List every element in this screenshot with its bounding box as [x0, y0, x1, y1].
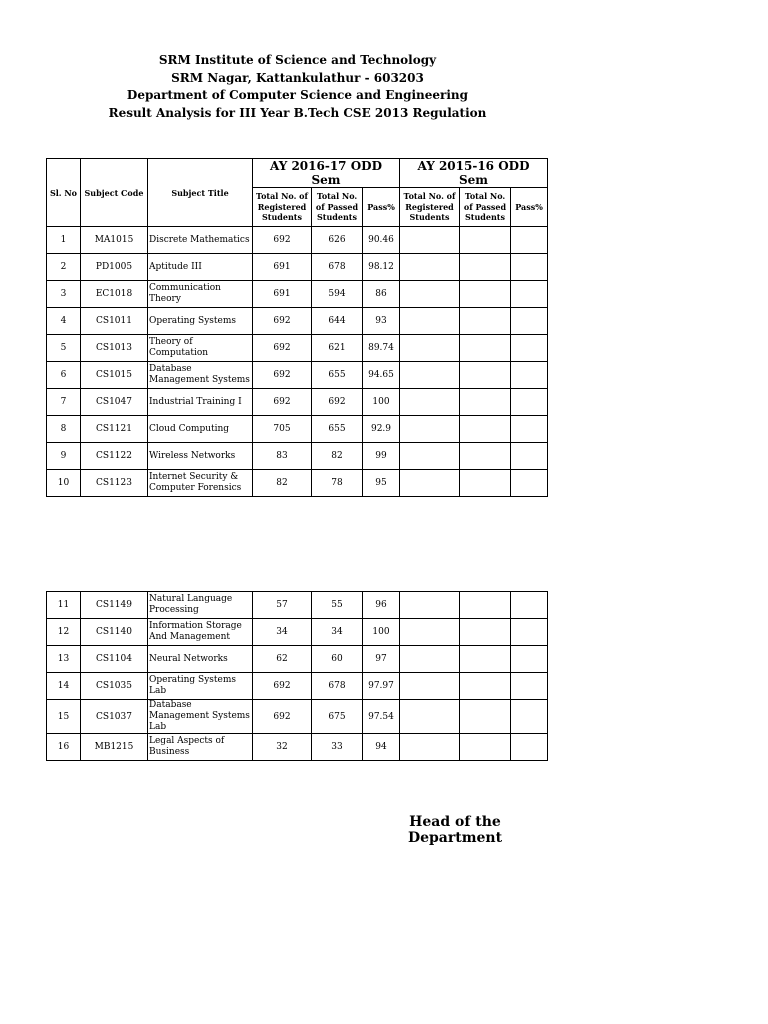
- cell-prev-registered: [400, 619, 460, 646]
- cell-prev-pass-pct: [511, 592, 548, 619]
- cell-subject-code: CS1104: [81, 646, 148, 673]
- cell-registered: 691: [253, 281, 312, 308]
- cell-pass-pct: 97.54: [363, 700, 400, 734]
- cell-passed: 60: [312, 646, 363, 673]
- cell-prev-registered: [400, 470, 460, 497]
- header-prev-pass-pct: Pass%: [511, 188, 548, 227]
- cell-prev-passed: [460, 673, 511, 700]
- result-table-part1: [46, 158, 548, 497]
- cell-subject-title: Information Storage And Management: [148, 619, 253, 646]
- cell-sl-no: 7: [47, 389, 81, 416]
- cell-prev-pass-pct: [511, 619, 548, 646]
- table-row: [47, 362, 548, 389]
- cell-prev-pass-pct: [511, 734, 548, 761]
- cell-pass-pct: 90.46: [363, 227, 400, 254]
- cell-prev-pass-pct: [511, 700, 548, 734]
- cell-passed: 34: [312, 619, 363, 646]
- cell-subject-code: CS1149: [81, 592, 148, 619]
- cell-prev-passed: [460, 227, 511, 254]
- table-row: [47, 673, 548, 700]
- cell-subject-title: Industrial Training I: [148, 389, 253, 416]
- cell-pass-pct: 98.12: [363, 254, 400, 281]
- cell-prev-passed: [460, 416, 511, 443]
- cell-sl-no: 12: [47, 619, 81, 646]
- cell-subject-title: Operating Systems: [148, 308, 253, 335]
- cell-prev-passed: [460, 734, 511, 761]
- cell-pass-pct: 89.74: [363, 335, 400, 362]
- document-header: [0, 52, 595, 122]
- cell-prev-pass-pct: [511, 389, 548, 416]
- table-row: [47, 389, 548, 416]
- cell-prev-pass-pct: [511, 646, 548, 673]
- cell-prev-passed: [460, 308, 511, 335]
- cell-prev-passed: [460, 619, 511, 646]
- cell-pass-pct: 86: [363, 281, 400, 308]
- cell-subject-code: CS1123: [81, 470, 148, 497]
- cell-prev-pass-pct: [511, 443, 548, 470]
- cell-prev-pass-pct: [511, 254, 548, 281]
- header-subject-title: Subject Title: [148, 159, 253, 227]
- cell-sl-no: 5: [47, 335, 81, 362]
- cell-subject-title: Neural Networks: [148, 646, 253, 673]
- cell-prev-passed: [460, 389, 511, 416]
- cell-passed: 82: [312, 443, 363, 470]
- cell-passed: 621: [312, 335, 363, 362]
- cell-prev-passed: [460, 592, 511, 619]
- cell-passed: 678: [312, 673, 363, 700]
- header-registered: Total No. of Registered Students: [253, 188, 312, 227]
- table-row: [47, 281, 548, 308]
- table-row: [47, 592, 548, 619]
- cell-subject-title: Natural Language Processing: [148, 592, 253, 619]
- cell-prev-registered: [400, 673, 460, 700]
- cell-prev-registered: [400, 308, 460, 335]
- cell-pass-pct: 97.97: [363, 673, 400, 700]
- cell-passed: 55: [312, 592, 363, 619]
- cell-prev-registered: [400, 700, 460, 734]
- table-row: [47, 254, 548, 281]
- cell-pass-pct: 97: [363, 646, 400, 673]
- cell-registered: 692: [253, 389, 312, 416]
- cell-subject-title: Communication Theory: [148, 281, 253, 308]
- cell-registered: 34: [253, 619, 312, 646]
- cell-registered: 82: [253, 470, 312, 497]
- cell-registered: 692: [253, 335, 312, 362]
- cell-prev-registered: [400, 281, 460, 308]
- cell-pass-pct: 96: [363, 592, 400, 619]
- cell-sl-no: 3: [47, 281, 81, 308]
- cell-subject-code: CS1121: [81, 416, 148, 443]
- table-row: [47, 734, 548, 761]
- table-row: [47, 470, 548, 497]
- cell-subject-title: Discrete Mathematics: [148, 227, 253, 254]
- header-pass-pct: Pass%: [363, 188, 400, 227]
- cell-sl-no: 4: [47, 308, 81, 335]
- cell-subject-code: CS1037: [81, 700, 148, 734]
- cell-pass-pct: 93: [363, 308, 400, 335]
- cell-registered: 692: [253, 308, 312, 335]
- cell-passed: 675: [312, 700, 363, 734]
- table-row: [47, 443, 548, 470]
- cell-subject-code: MB1215: [81, 734, 148, 761]
- cell-prev-passed: [460, 646, 511, 673]
- header-subject-code: Subject Code: [81, 159, 148, 227]
- cell-prev-registered: [400, 416, 460, 443]
- cell-registered: 62: [253, 646, 312, 673]
- header-passed: Total No. of Passed Students: [312, 188, 363, 227]
- header-prev-passed: Total No. of Passed Students: [460, 188, 511, 227]
- cell-registered: 692: [253, 673, 312, 700]
- table-row: [47, 308, 548, 335]
- cell-pass-pct: 94: [363, 734, 400, 761]
- cell-prev-registered: [400, 254, 460, 281]
- cell-passed: 594: [312, 281, 363, 308]
- cell-subject-title: Database Management Systems: [148, 362, 253, 389]
- cell-sl-no: 2: [47, 254, 81, 281]
- cell-subject-code: CS1122: [81, 443, 148, 470]
- cell-passed: 678: [312, 254, 363, 281]
- cell-subject-code: PD1005: [81, 254, 148, 281]
- cell-prev-registered: [400, 227, 460, 254]
- cell-prev-registered: [400, 592, 460, 619]
- cell-sl-no: 9: [47, 443, 81, 470]
- header-sl-no: Sl. No: [47, 159, 81, 227]
- institute-name: SRM Institute of Science and Technology: [158, 53, 437, 67]
- cell-passed: 692: [312, 389, 363, 416]
- cell-prev-passed: [460, 362, 511, 389]
- cell-subject-title: Wireless Networks: [148, 443, 253, 470]
- cell-sl-no: 10: [47, 470, 81, 497]
- institute-address: SRM Nagar, Kattankulathur - 603203: [171, 70, 424, 85]
- cell-prev-pass-pct: [511, 362, 548, 389]
- cell-prev-pass-pct: [511, 281, 548, 308]
- cell-subject-code: CS1140: [81, 619, 148, 646]
- cell-prev-passed: [460, 254, 511, 281]
- cell-registered: 692: [253, 700, 312, 734]
- cell-sl-no: 16: [47, 734, 81, 761]
- cell-subject-code: EC1018: [81, 281, 148, 308]
- cell-pass-pct: 95: [363, 470, 400, 497]
- cell-registered: 691: [253, 254, 312, 281]
- cell-subject-title: Theory of Computation: [148, 335, 253, 362]
- cell-passed: 644: [312, 308, 363, 335]
- cell-subject-code: CS1013: [81, 335, 148, 362]
- cell-pass-pct: 99: [363, 443, 400, 470]
- cell-prev-registered: [400, 335, 460, 362]
- cell-subject-title: Legal Aspects of Business: [148, 734, 253, 761]
- header-ay-2016-17: AY 2016-17 ODD Sem: [253, 159, 400, 188]
- header-prev-registered: Total No. of Registered Students: [400, 188, 460, 227]
- cell-registered: 32: [253, 734, 312, 761]
- cell-subject-code: CS1035: [81, 673, 148, 700]
- cell-passed: 655: [312, 416, 363, 443]
- cell-sl-no: 14: [47, 673, 81, 700]
- cell-sl-no: 1: [47, 227, 81, 254]
- cell-subject-title: Internet Security & Computer Forensics: [148, 470, 253, 497]
- cell-registered: 692: [253, 362, 312, 389]
- cell-passed: 33: [312, 734, 363, 761]
- cell-registered: 57: [253, 592, 312, 619]
- cell-prev-registered: [400, 389, 460, 416]
- cell-registered: 705: [253, 416, 312, 443]
- signature-line: Head of the Department: [407, 814, 503, 846]
- cell-subject-code: CS1047: [81, 389, 148, 416]
- cell-subject-title: Database Management Systems Lab: [148, 700, 253, 734]
- cell-passed: 655: [312, 362, 363, 389]
- cell-prev-passed: [460, 281, 511, 308]
- cell-sl-no: 11: [47, 592, 81, 619]
- cell-prev-passed: [460, 470, 511, 497]
- cell-subject-code: CS1015: [81, 362, 148, 389]
- table-row: [47, 335, 548, 362]
- cell-prev-passed: [460, 700, 511, 734]
- cell-prev-registered: [400, 646, 460, 673]
- cell-prev-registered: [400, 362, 460, 389]
- cell-prev-passed: [460, 443, 511, 470]
- cell-prev-pass-pct: [511, 470, 548, 497]
- cell-prev-pass-pct: [511, 335, 548, 362]
- cell-pass-pct: 94.65: [363, 362, 400, 389]
- cell-subject-title: Cloud Computing: [148, 416, 253, 443]
- table-row: [47, 416, 548, 443]
- cell-passed: 626: [312, 227, 363, 254]
- cell-prev-passed: [460, 335, 511, 362]
- cell-prev-pass-pct: [511, 416, 548, 443]
- cell-subject-code: MA1015: [81, 227, 148, 254]
- table-row: [47, 619, 548, 646]
- cell-prev-registered: [400, 443, 460, 470]
- cell-registered: 83: [253, 443, 312, 470]
- cell-subject-code: CS1011: [81, 308, 148, 335]
- cell-registered: 692: [253, 227, 312, 254]
- cell-subject-title: Aptitude III: [148, 254, 253, 281]
- cell-prev-pass-pct: [511, 227, 548, 254]
- cell-prev-pass-pct: [511, 308, 548, 335]
- table-row: [47, 700, 548, 734]
- department-name: Department of Computer Science and Engineering: [126, 88, 469, 102]
- cell-sl-no: 6: [47, 362, 81, 389]
- cell-pass-pct: 92.9: [363, 416, 400, 443]
- table-row: [47, 227, 548, 254]
- table-row: [47, 646, 548, 673]
- cell-subject-title: Operating Systems Lab: [148, 673, 253, 700]
- cell-passed: 78: [312, 470, 363, 497]
- cell-sl-no: 13: [47, 646, 81, 673]
- report-title: Result Analysis for III Year B.Tech CSE 2013 Regulation: [108, 105, 487, 120]
- result-table-part2: [46, 591, 548, 761]
- cell-prev-pass-pct: [511, 673, 548, 700]
- cell-sl-no: 15: [47, 700, 81, 734]
- cell-prev-registered: [400, 734, 460, 761]
- cell-pass-pct: 100: [363, 389, 400, 416]
- cell-sl-no: 8: [47, 416, 81, 443]
- header-ay-2015-16: AY 2015-16 ODD Sem: [400, 159, 548, 188]
- cell-pass-pct: 100: [363, 619, 400, 646]
